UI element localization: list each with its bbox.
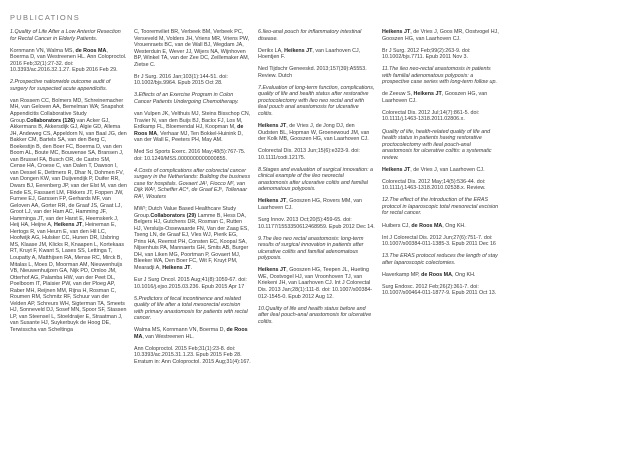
publication-reference xyxy=(258,217,375,230)
text-segment: , Ong KH. xyxy=(452,271,476,278)
text-segment: van Rossem CC, Bolmers MD, Schreinemacher MH, van Geloven AA, Bemelman WA; Snapshot Appendicitis Collaborative Study Group. xyxy=(10,97,124,124)
columns-container xyxy=(10,29,628,371)
publication-title xyxy=(10,29,127,42)
highlighted-author: de Roos MA xyxy=(75,47,107,54)
text-segment: , Ong KH. xyxy=(442,222,466,229)
text-segment: MW¹; Dutch Value Based Healthcare Study Group. xyxy=(134,206,237,219)
text-segment: Br J Surg. 2016 Jan;103(1):144-51. doi: 10.1002/bjs.9964. Epub 2015 Oct 28. xyxy=(134,73,228,87)
text-segment: Eur J Surg Oncol. 2015 Aug;41(8):1059-67. doi: 10.1016/j.ejso.2015.03.236. Epub 2015 Apr 17 xyxy=(134,277,247,290)
publication-title xyxy=(382,197,499,217)
publication-title xyxy=(258,306,375,326)
text-segment: , Verhaar MJ, Ten Bokkel-Huinink D, van der Wall E, Peeters PH, May AM. xyxy=(134,130,243,144)
text-segment: , de Vries J, Goos MR, Oostvogel HJ, Gooszen HG, van Laarhoven CJ. xyxy=(382,29,499,42)
publication-reference xyxy=(382,179,499,192)
highlighted-author: Heikens JT xyxy=(162,264,191,271)
text-segment: Med Sci Sports Exerc. 2016 May;48(5):767-75. doi: 10.1249/MSS.0000000000000855. xyxy=(134,149,246,162)
publication-title xyxy=(134,92,251,105)
highlighted-author: de Roos MA xyxy=(134,327,248,340)
text-segment: 12.The effect of the introduction of the ERAS protocol in laparoscopic total mesorectal excision for rectal cancer. xyxy=(382,197,499,217)
publication-reference xyxy=(382,48,499,61)
text-segment: van Acker GJ, Akkermans B, Akkersdijk GJ, Algie GD, Allema JH, Andeweg CS, Appeldorn N, van Baal JG, den Bakker CM, Bartels SA, van den Berg C, Boekestijn B, den Boer FC, Boerma D, van den Boom AL, Boute MC, Bouwense SA, Bransen J, van Brussel FA, Busch OR, de Castro SM, Cense HA, Croese C, van Dalen T, Dawson I, van Dessel E, Dettmers R, Dhar N, Dohmen FV, van Dongen KW, van Duijvendijk P, Duifer RR, Dwars BJ, Eerenberg JP, van der Elst M, van den Ende ES, Fassaert LM, Flikkers JT, Foppen JW, Furnee EJ, Garssen FP, Gerhards MF, van Geloven AA, Gorter RR, de Graaf JS, Graat LJ, Groot LJ, van der Ham AC, Hamming JF, Hamminga JT, van der Harst E, Heemskerk J, Heij HA, Heijne A, xyxy=(10,117,127,229)
text-segment: 11.The ileo neo-rectal anastomosis in patients with familial adenomatous polyposis: a prospective case series with long-term follow up. xyxy=(382,66,497,86)
text-segment: 3.Effects of an Exercise Program in Colon Cancer Patients Undergoing Chemotherapy. xyxy=(134,92,239,105)
publication-title xyxy=(258,85,375,118)
text-segment: , de Vries J, de Jong DJ, den Oudsten BL, Hopman W, Groenewoud JM, van der Kolk MB, Gooszen HG, van Laarhoven CJ. xyxy=(258,123,370,143)
publication-reference xyxy=(258,123,375,143)
highlighted-author: Heikens JT xyxy=(53,222,83,229)
text-segment: 8.Stages and evaluation of surgical innovation: a clinical example of the ileo neorectal anastomosis after ulcerative colitis and familial adenomatous polyposis. xyxy=(258,166,373,193)
text-segment: Haverkamp MP, xyxy=(382,271,422,278)
publication-reference xyxy=(134,277,251,290)
publication-reference xyxy=(258,267,375,300)
text-segment: Ann Coloproctol. 2015 Feb;31(1):23-8. doi: 10.3393/ac.2015.31.1.23. Epub 2015 Feb 28. Erratum in: Ann Coloproctol. 2015 Aug;31(4):167. xyxy=(134,345,251,365)
highlighted-author: de Roos MA xyxy=(134,124,244,137)
publication-title xyxy=(382,66,499,86)
text-segment: Surg Innov. 2013 Oct;20(5):459-65. doi: 10.1177/1553350612468959. Epub 2012 Dec 14. xyxy=(258,217,375,230)
publication-reference xyxy=(134,111,251,144)
text-segment: 13.The ERAS protocol reduces the length of stay after laparoscopic colectomies. xyxy=(382,253,498,266)
publication-reference xyxy=(382,235,499,248)
text-segment: Walma MS, Kornmann VN, Boerma D, xyxy=(134,327,227,334)
column-4 xyxy=(382,29,499,302)
text-segment: van Vulpen JK, Velthuis MJ, Steins Bisschop CN, Travier N, van den Buijs BJ, Backx FJ, Los M, Erdkamp FL, Bloemendal HJ, Koopman M, xyxy=(134,110,251,131)
highlighted-author: Heikens JT xyxy=(284,47,313,54)
publication-reference xyxy=(382,167,499,174)
publication-title xyxy=(134,168,251,201)
publication-title xyxy=(382,253,499,266)
publication-title xyxy=(10,79,127,92)
text-segment: C, Tooremviliet BR, Verbeek BM, Verbeek PC, Verseveld M, Volders JH, Vriens MR, Vriens PW, Vrouenraets BC, van de Wall BJ, Wegdam JA, Westerduin E, Wever JJ, Wijers NA, Wijnhoven BP, Winkel TA, van der Zee DC, Zeillemaker AM, Zietse C. xyxy=(134,29,250,68)
text-segment: Colorectal Dis. 2013 Jun;15(6):e323-9. doi: 10.1111/codi.12175. xyxy=(258,148,360,161)
publication-reference xyxy=(382,110,499,123)
text-segment: , Gooszen HG, Teepen JL, Hueting WE, Oostvogel HJ, van Vroonhoven TJ, van Kriekeni JH, van Laarhoven CJ. Int J Colorectal Dis. 2013 Jan;28(1):111-8. doi: 10.1007/s00384-012-1545-0. Epub 2012 Aug 12. xyxy=(258,267,373,300)
text-segment: Colorectal Dis. 2012 May;14(5):536-44. doi: 10.1111/j.1463-1318.2010.02538.x. Review. xyxy=(382,178,486,192)
text-segment: 2.Prospective nationwide outcome audit of surgery for suspected acute appendicitis. xyxy=(10,79,111,92)
text-segment: , Boerma D, van Westreenen HL. Ann Coloproctol. 2016 Feb;32(1):27-32. doi: 10.3393/ac.2016.32.1.27. Epub 2016 Feb 29. xyxy=(10,47,127,74)
text-segment: 7.Evaluation of long-term function, complications, quality of life and health status after restorative proctocolectomy with ileo neo rectal and with ileal pouch anal anastomosis for ulcerative colitis. xyxy=(258,84,375,117)
publication-reference xyxy=(134,74,251,87)
publication-reference xyxy=(382,29,499,42)
publication-reference xyxy=(382,223,499,230)
publication-title xyxy=(382,129,499,162)
highlighted-author: Collaborators (29) xyxy=(150,212,197,219)
text-segment: Int J Colorectal Dis. 2012 Jun;27(6):751-7. doi: 10.1007/s00384-011-1385-3. Epub 2011 Dec 16 xyxy=(382,234,496,248)
text-segment: Colorectal Dis. 2012 Jul;14(7):861-5. doi: 10.1111/j.1463-1318.2011.02806.x. xyxy=(382,109,480,123)
highlighted-author: Heikens JT xyxy=(258,198,287,205)
publication-reference xyxy=(134,149,251,162)
text-segment: Br J Surg. 2012 Feb;99(2):263-9. doi: 10.1002/bjs.7711. Epub 2011 Nov 3. xyxy=(382,47,471,61)
highlighted-author: Heikens JT xyxy=(382,166,411,173)
column-3 xyxy=(258,29,375,331)
highlighted-author: de Roos MA xyxy=(411,222,443,229)
text-segment: , Heineman E, Hertogs R, van Heurn E, van den Hil LC, Hoofwijk AG, Hulsker CC, Hunen DR, IJsbring MS, Klaase JM, Klicks R, Knaapen L, Kortekaas RT, Kruyt F, Kwant S, Lases SS, Lettinga T, Loupatty A, Matthijsen RA, Mense RC, Mirck B, Mitalas L, Moes D, Moorman AM, Nieuwenhuijs VB, Nieuwenhuijzen GA, Nijk PD, Omloo JM, Otterhof AG, Palamba HW, van der Peet DL, Poelboom IT, Plaisier PW, van der Ploeg AP, Raber MH, Reijnen MM, Rijna H, Rosman C, Roumen RM, Schmitz RF, Schuur van der Velden AP, Schreurs WH, Sigterman TA, Smeets HJ, Sonneveld DJ, Sosef MN, Spoor SF, Stassen LP, van Steensel L, Stoeldraijer E, Straatman J, van Susante HJ, Suykerbuyk de Hoog DE, Terwisscha van Scheltinga xyxy=(10,222,127,334)
column-1 xyxy=(10,29,127,339)
text-segment: Huibers CJ, xyxy=(382,222,412,229)
text-segment: 4.Costs of complications after colorectal cancer surgery in the Netherlands: Building the business case for hospitals. Govaert JA¹, Fiocco M², van Dijk WA³, Scheffer AC⁴, de Graaf EJ⁵, Tollenaar RA¹, Wouters xyxy=(134,167,251,200)
publication-reference xyxy=(258,66,375,79)
publication-reference xyxy=(10,98,127,334)
text-segment: 1.Quality of Life After a Low Anterior Resection for Rectal Cancer in Elderly Patients. xyxy=(10,29,121,42)
text-segment: . xyxy=(190,264,192,271)
publication-title xyxy=(258,167,375,193)
publication-reference xyxy=(382,284,499,297)
publication-reference xyxy=(258,198,375,211)
text-segment: Ned Tijdschr Geneeskd. 2013;157(39):A5553. Review. Dutch xyxy=(258,66,367,79)
text-segment: Lamme B, Hess DA, Belgers HJ, Gutchens DR, Rosman C, Rutten HJ, Versluijs-Ossewaarde FN, Van der Zaag ES, Tseng LN, de Graaf EJ, Vles WJ, Pierik EG, Prins HA, Reemst PH, Consten EC, Koopal SA, Nijsenhuis PA, Mannaerts GH, Smits AB, Burger DH, van Liken MG, Poortman P, Govaert MJ, Bleeker WA, Den Boer FC, Wit F, Kruyt PM, Mearadji A, xyxy=(134,212,249,271)
publication-title xyxy=(258,29,375,42)
publication-title xyxy=(134,296,251,322)
highlighted-author: de Roos MA xyxy=(421,271,452,278)
publication-title xyxy=(258,236,375,262)
text-segment: , Gooszen HG, van Laarhoven CJ. xyxy=(382,91,488,104)
text-segment: 9.The ileo neo rectal anastomosis: long-term results of surgical innovation in patients after ulcerative colitis and familial adenomatous polyposis. xyxy=(258,235,364,262)
text-segment: , van Laarhoven CJ, Hoentjen F. xyxy=(258,47,361,61)
text-segment: Kornmann VN, Walma MS, xyxy=(10,47,76,54)
publication-reference xyxy=(258,148,375,161)
text-segment: , Gooszen HG, Rovers MM, van Laarhoven CJ. xyxy=(258,198,362,211)
publication-reference xyxy=(382,272,499,279)
text-segment: 6.Ileo-anal pouch for inflammatory intestinal disease. xyxy=(258,29,362,42)
text-segment: Surg Endosc. 2012 Feb;26(2):361-7. doi: 10.1007/s00464-011-1877-9. Epub 2011 Oct 13. xyxy=(382,283,497,297)
publication-reference xyxy=(134,327,251,340)
publication-reference xyxy=(134,206,251,271)
highlighted-author: Collaborators (126) xyxy=(26,117,76,124)
text-segment: 5.Predictors of fecal incontinence and related quality of life after a total mesorectal excision with primary anastomosis for patients with rectal cancer. xyxy=(134,295,248,322)
text-segment: 10.Quality of life and health status before and after ileal pouch-anal anastomosis for ulcerative colitis. xyxy=(258,305,372,325)
highlighted-author: Heikens JT xyxy=(413,91,442,98)
text-segment: de Zeeuw S, xyxy=(382,91,414,98)
publication-reference xyxy=(258,48,375,61)
highlighted-author: Heikens JT xyxy=(258,267,287,274)
publication-reference xyxy=(10,48,127,74)
column-2 xyxy=(134,29,251,371)
text-segment: , de Vries J, van Laarhoven CJ. xyxy=(410,166,485,173)
text-segment: Quality of life, health-related quality of life and health status in patients having restorative proctocolectomy with ileal pouch-anal anastomosis for ulcerative colitis: a systematic review. xyxy=(382,128,492,161)
highlighted-author: Heikens JT xyxy=(382,29,411,35)
publication-reference xyxy=(382,91,499,104)
text-segment: , van Westreenen HL. xyxy=(142,333,194,340)
publication-reference xyxy=(134,346,251,366)
section-header: PUBLICATIONS xyxy=(10,13,81,22)
highlighted-author: Heikens JT xyxy=(258,123,287,130)
publication-reference xyxy=(134,29,251,68)
text-segment: Derikx LA, xyxy=(258,47,285,54)
